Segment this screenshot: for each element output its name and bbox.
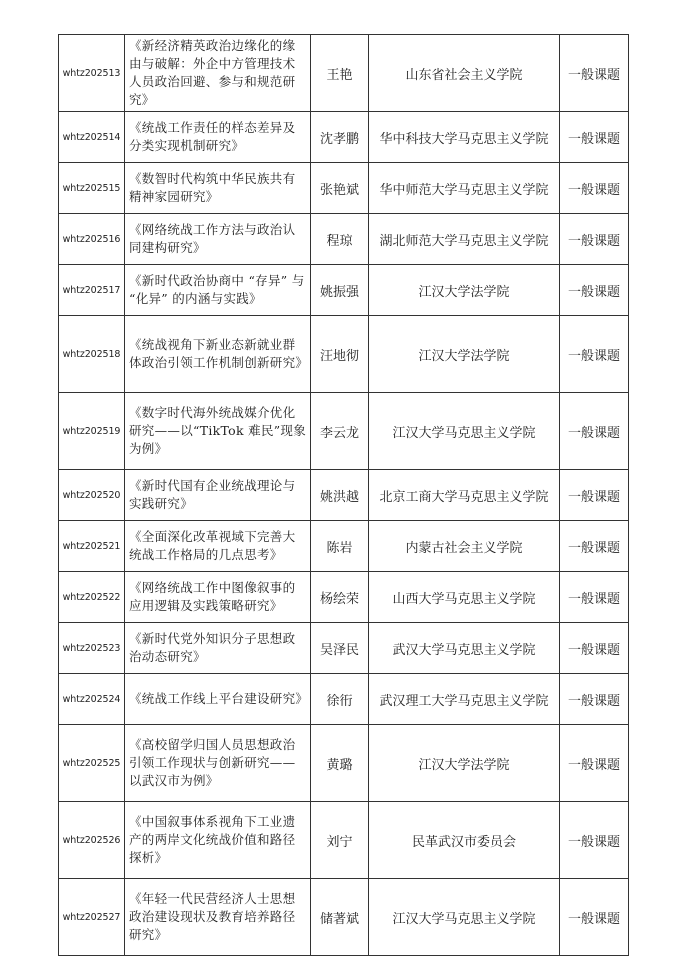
project-organization: 江汉大学法学院 <box>369 725 560 802</box>
project-id: whtz202522 <box>59 572 125 623</box>
project-type: 一般课题 <box>560 35 629 112</box>
project-organization: 华中师范大学马克思主义学院 <box>369 163 560 214</box>
project-leader: 张艳斌 <box>311 163 369 214</box>
project-type: 一般课题 <box>560 214 629 265</box>
project-id: whtz202513 <box>59 35 125 112</box>
project-type: 一般课题 <box>560 725 629 802</box>
table-row <box>59 35 629 112</box>
project-id: whtz202520 <box>59 470 125 521</box>
project-leader: 吴泽民 <box>311 623 369 674</box>
project-organization: 江汉大学马克思主义学院 <box>369 393 560 470</box>
project-type: 一般课题 <box>560 470 629 521</box>
table-row <box>59 521 629 572</box>
table-row <box>59 802 629 879</box>
project-organization: 民革武汉市委员会 <box>369 802 560 879</box>
project-title: 《统战工作线上平台建设研究》 <box>125 674 311 725</box>
project-id: whtz202518 <box>59 316 125 393</box>
project-organization: 内蒙古社会主义学院 <box>369 521 560 572</box>
table-row <box>59 316 629 393</box>
project-title: 《网络统战工作中图像叙事的应用逻辑及实践策略研究》 <box>125 572 311 623</box>
table-row <box>59 725 629 802</box>
project-organization: 江汉大学法学院 <box>369 316 560 393</box>
project-organization: 北京工商大学马克思主义学院 <box>369 470 560 521</box>
project-organization: 山东省社会主义学院 <box>369 35 560 112</box>
project-title: 《新时代政治协商中 “存异” 与 “化异” 的内涵与实践》 <box>125 265 311 316</box>
project-title: 《高校留学归国人员思想政治引领工作现状与创新研究——以武汉市为例》 <box>125 725 311 802</box>
project-leader: 陈岩 <box>311 521 369 572</box>
project-id: whtz202527 <box>59 879 125 956</box>
project-leader: 储著斌 <box>311 879 369 956</box>
project-table-container <box>58 34 628 956</box>
project-type: 一般课题 <box>560 521 629 572</box>
project-type: 一般课题 <box>560 393 629 470</box>
project-title: 《新经济精英政治边缘化的缘由与破解：外企中方管理技术人员政治回避、参与和规范研究》 <box>125 35 311 112</box>
project-type: 一般课题 <box>560 674 629 725</box>
project-title: 《统战工作责任的样态差异及分类实现机制研究》 <box>125 112 311 163</box>
table-row <box>59 572 629 623</box>
project-leader: 姚洪越 <box>311 470 369 521</box>
project-leader: 杨绘荣 <box>311 572 369 623</box>
project-leader: 黄璐 <box>311 725 369 802</box>
project-title: 《统战视角下新业态新就业群体政治引领工作机制创新研究》 <box>125 316 311 393</box>
project-type: 一般课题 <box>560 112 629 163</box>
project-organization: 江汉大学马克思主义学院 <box>369 879 560 956</box>
project-type: 一般课题 <box>560 265 629 316</box>
project-table <box>58 34 629 956</box>
project-id: whtz202516 <box>59 214 125 265</box>
project-leader: 程琼 <box>311 214 369 265</box>
project-id: whtz202521 <box>59 521 125 572</box>
project-title: 《数智时代构筑中华民族共有精神家园研究》 <box>125 163 311 214</box>
project-organization: 武汉理工大学马克思主义学院 <box>369 674 560 725</box>
table-row <box>59 163 629 214</box>
project-id: whtz202515 <box>59 163 125 214</box>
project-title: 《全面深化改革视域下完善大统战工作格局的几点思考》 <box>125 521 311 572</box>
project-organization: 湖北师范大学马克思主义学院 <box>369 214 560 265</box>
table-row <box>59 879 629 956</box>
project-title: 《中国叙事体系视角下工业遗产的两岸文化统战价值和路径探析》 <box>125 802 311 879</box>
table-row <box>59 470 629 521</box>
project-leader: 姚振强 <box>311 265 369 316</box>
project-organization: 武汉大学马克思主义学院 <box>369 623 560 674</box>
project-title: 《数字时代海外统战媒介优化研究——以“TikTok 难民”现象为例》 <box>125 393 311 470</box>
project-id: whtz202526 <box>59 802 125 879</box>
project-type: 一般课题 <box>560 316 629 393</box>
table-row <box>59 674 629 725</box>
project-id: whtz202519 <box>59 393 125 470</box>
project-title: 《新时代党外知识分子思想政治动态研究》 <box>125 623 311 674</box>
table-row <box>59 623 629 674</box>
project-leader: 王艳 <box>311 35 369 112</box>
project-id: whtz202524 <box>59 674 125 725</box>
project-type: 一般课题 <box>560 623 629 674</box>
project-type: 一般课题 <box>560 802 629 879</box>
table-row <box>59 265 629 316</box>
project-organization: 华中科技大学马克思主义学院 <box>369 112 560 163</box>
table-row <box>59 214 629 265</box>
project-type: 一般课题 <box>560 572 629 623</box>
project-organization: 山西大学马克思主义学院 <box>369 572 560 623</box>
project-leader: 刘宁 <box>311 802 369 879</box>
project-id: whtz202525 <box>59 725 125 802</box>
project-title: 《年轻一代民营经济人士思想政治建设现状及教育培养路径研究》 <box>125 879 311 956</box>
project-organization: 江汉大学法学院 <box>369 265 560 316</box>
project-type: 一般课题 <box>560 163 629 214</box>
project-leader: 徐衎 <box>311 674 369 725</box>
table-row <box>59 112 629 163</box>
project-leader: 沈孝鹏 <box>311 112 369 163</box>
project-title: 《网络统战工作方法与政治认同建构研究》 <box>125 214 311 265</box>
project-leader: 汪地彻 <box>311 316 369 393</box>
project-type: 一般课题 <box>560 879 629 956</box>
table-row <box>59 393 629 470</box>
project-id: whtz202514 <box>59 112 125 163</box>
project-id: whtz202523 <box>59 623 125 674</box>
project-leader: 李云龙 <box>311 393 369 470</box>
project-id: whtz202517 <box>59 265 125 316</box>
project-title: 《新时代国有企业统战理论与实践研究》 <box>125 470 311 521</box>
